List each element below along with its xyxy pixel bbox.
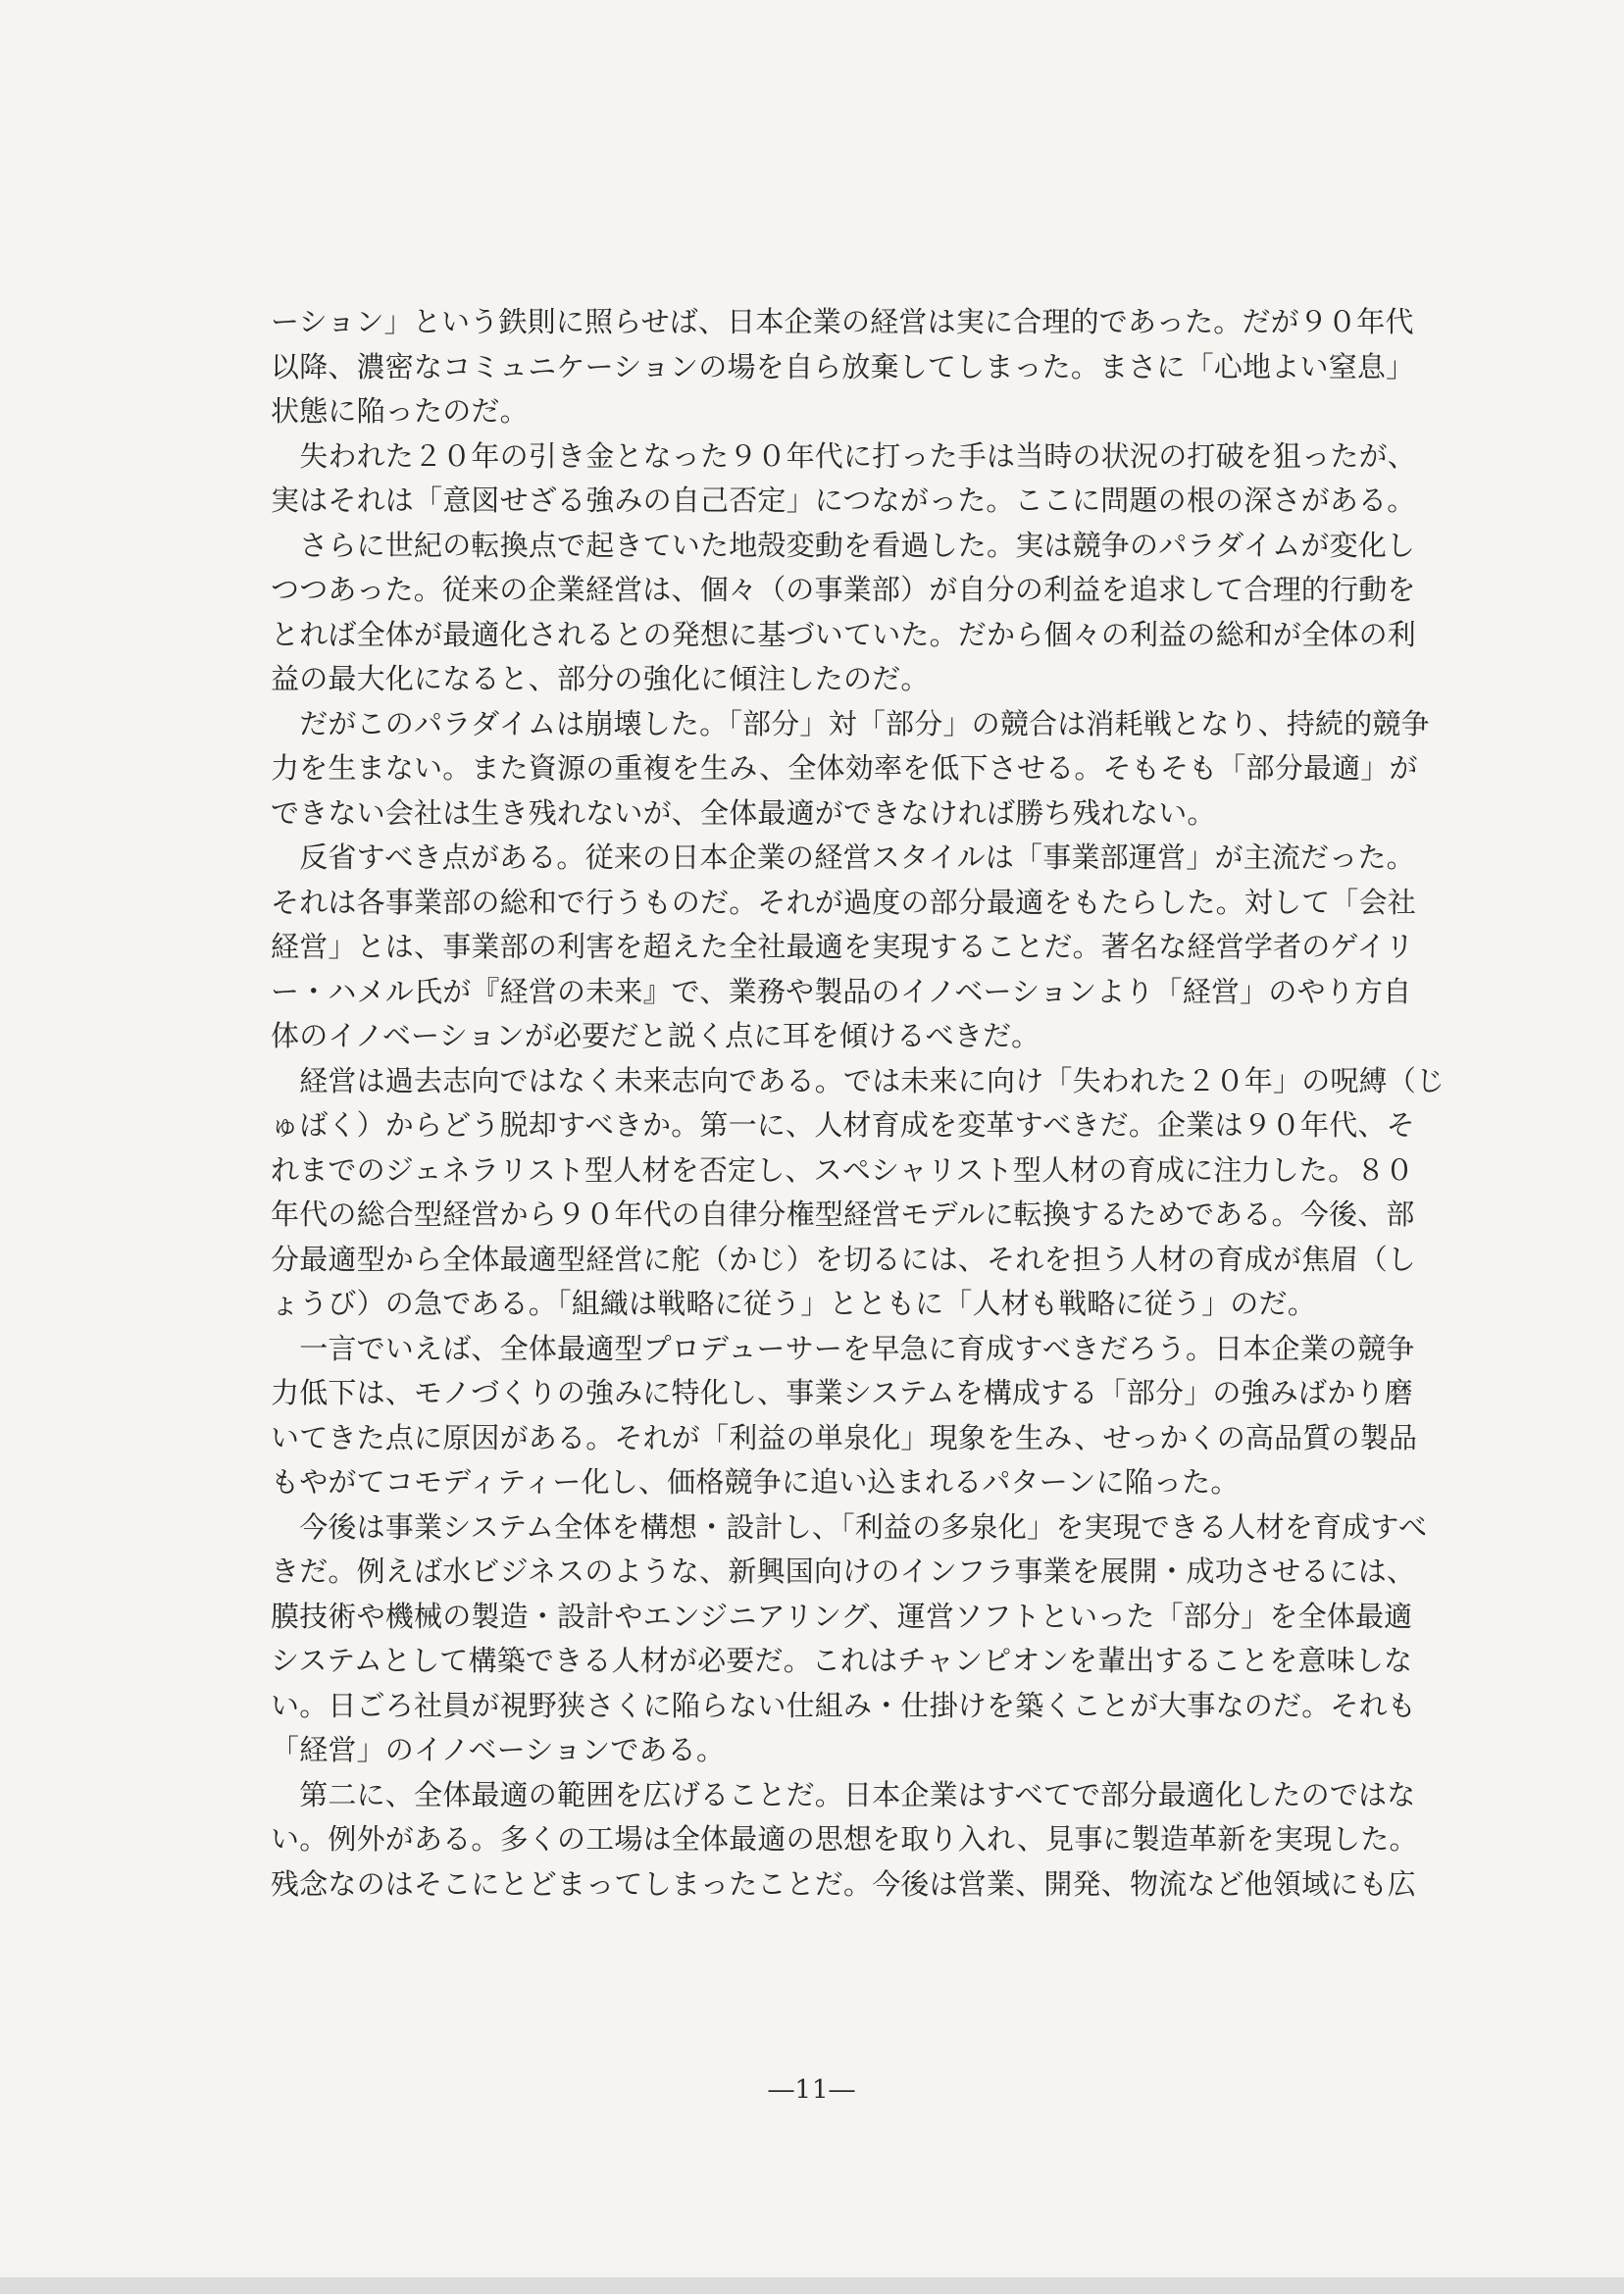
text-line: だがこのパラダイムは崩壊した。「部分」対「部分」の競合は消耗戦となり、持続的競争 xyxy=(271,706,1430,740)
text-line: 年代の総合型経営から９０年代の自律分権型経営モデルに転換するためである。今後、部 xyxy=(271,1198,1415,1231)
text-line: 分最適型から全体最適型経営に舵（かじ）を切るには、それを担う人材の育成が焦眉（し xyxy=(271,1242,1417,1276)
text-line: ー・ハメル氏が『経営の未来』で、業務や製品のイノベーションより「経営」のやり方自 xyxy=(271,974,1412,1008)
text-line: 状態に陥ったのだ。 xyxy=(271,394,529,428)
text-line: それは各事業部の総和で行うものだ。それが過度の部分最適をもたらした。対して「会社 xyxy=(271,885,1417,919)
text-line: 体のイノベーションが必要だと説く点に耳を傾けるべきだ。 xyxy=(271,1019,1040,1052)
text-line: 力を生まない。また資源の重複を生み、全体効率を低下させる。そもそも「部分最適」が xyxy=(271,751,1418,785)
text-line: いてきた点に原因がある。それが「利益の単泉化」現象を生み、せっかくの高品質の製品 xyxy=(271,1420,1418,1454)
page-number: ―11― xyxy=(768,2075,856,2105)
text-line: れまでのジェネラリスト型人材を否定し、スペシャリスト型人材の育成に注力した。８０ xyxy=(271,1152,1414,1187)
text-line: ーション」という鉄則に照らせば、日本企業の経営は実に合理的であった。だが９０年代 xyxy=(271,305,1414,338)
text-line: ゅばく）からどう脱却すべきか。第一に、人材育成を変革すべきだ。企業は９０年代、そ xyxy=(271,1108,1415,1142)
text-line: システムとして構築できる人材が必要だ。これはチャンピオンを輩出することを意味しな xyxy=(271,1644,1413,1677)
text-line: つつあった。従来の企業経営は、個々（の事業部）が自分の利益を追求して合理的行動を xyxy=(271,573,1416,606)
text-line: きだ。例えば水ビジネスのような、新興国向けのインフラ事業を展開・成功させるには、 xyxy=(271,1555,1416,1588)
text-line: 第二に、全体最適の範囲を広げることだ。日本企業はすべてで部分最適化したのではな xyxy=(271,1777,1416,1811)
scan-bottom-edge xyxy=(0,2277,1624,2294)
text-line: 力低下は、モノづくりの強みに特化し、事業システムを構成する「部分」の強みばかり磨 xyxy=(271,1376,1413,1409)
text-line: ょうび）の急である。「組織は戦略に従う」とともに「人材も戦略に従う」のだ。 xyxy=(271,1287,1316,1320)
text-line: 膜技術や機械の製造・設計やエンジニアリング、運営ソフトといった「部分」を全体最適 xyxy=(271,1599,1413,1633)
text-line: 一言でいえば、全体最適型プロデューサーを早急に育成すべきだろう。日本企業の競争 xyxy=(271,1331,1415,1365)
text-line: 「経営」のイノベーションである。 xyxy=(271,1733,726,1766)
text-line: 益の最大化になると、部分の強化に傾注したのだ。 xyxy=(271,662,930,695)
text-line: 経営は過去志向ではなく未来志向である。では未来に向け「失われた２０年」の呪縛（じ xyxy=(271,1063,1446,1097)
text-line: 失われた２０年の引き金となった９０年代に打った手は当時の状況の打破を狙ったが、 xyxy=(271,438,1417,473)
text-line: さらに世紀の転換点で起きていた地殻変動を看過した。実は競争のパラダイムが変化し xyxy=(271,528,1416,562)
body-text xyxy=(271,300,1446,1907)
text-line: もやがてコモディティー化し、価格競争に追い込まれるパターンに陥った。 xyxy=(271,1465,1240,1499)
text-line: 以降、濃密なコミュニケーションの場を自ら放棄してしまった。まさに「心地よい窒息」 xyxy=(271,349,1415,383)
text-line: 残念なのはそこにとどまってしまったことだ。今後は営業、開発、物流など他領域にも広 xyxy=(271,1866,1417,1901)
text-line: い。日ごろ社員が視野狭さくに陥らない仕組み・仕掛けを築くことが大事なのだ。それも xyxy=(271,1688,1417,1722)
text-line: 実はそれは「意図せざる強みの自己否定」につながった。ここに問題の根の深さがある。 xyxy=(271,484,1416,517)
text-line: とれば全体が最適化されるとの発想に基づいていた。だから個々の利益の総和が全体の利 xyxy=(271,617,1417,651)
text-line: できない会社は生き残れないが、全体最適ができなければ勝ち残れない。 xyxy=(271,795,1216,830)
text-line: 今後は事業システム全体を構想・設計し、「利益の多泉化」を実現できる人材を育成すべ xyxy=(271,1509,1428,1544)
text-line: 反省すべき点がある。従来の日本企業の経営スタイルは「事業部運営」が主流だった。 xyxy=(271,841,1415,874)
text-line: 経営」とは、事業部の利害を超えた全社最適を実現することだ。著名な経営学者のゲイリ xyxy=(271,930,1414,963)
text-line: い。例外がある。多くの工場は全体最適の思想を取り入れ、見事に製造革新を実現した。 xyxy=(271,1822,1418,1856)
